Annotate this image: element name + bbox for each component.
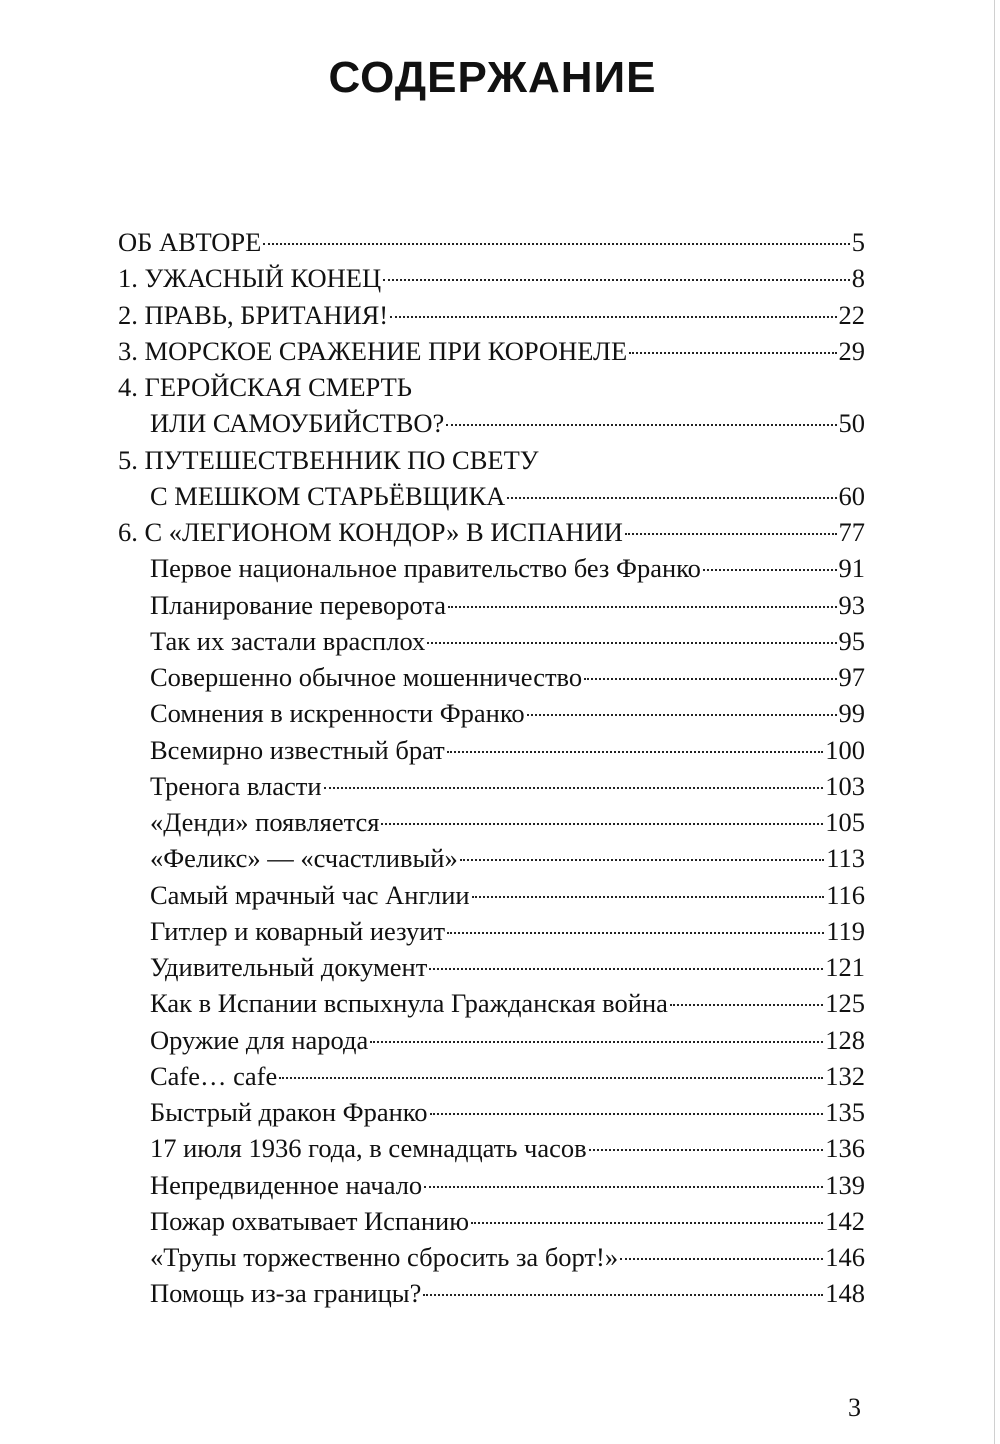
toc-subentry-page: 128	[825, 1024, 865, 1055]
toc-subentry-page: 125	[825, 988, 865, 1019]
toc-entry-page: 77	[838, 517, 865, 547]
toc-subentry-page: 121	[825, 952, 865, 982]
toc-subentry-title: «Трупы торжественно сбросить за борт!»	[150, 1242, 619, 1272]
toc-subentry-title: Гитлер и коварный иезуит	[150, 915, 446, 946]
toc-subentry-title: «Феликс» — «счастливый»	[150, 843, 458, 874]
toc-subentry-page: 113	[826, 843, 865, 874]
toc-subentry-page: 146	[825, 1242, 865, 1272]
toc-entry-title: ИЛИ САМОУБИЙСТВО?	[150, 408, 445, 439]
toc-subentry-title: Как в Испании вспыхнула Гражданская война	[150, 988, 668, 1019]
dot-leader	[430, 1111, 824, 1115]
toc-subentry	[118, 985, 865, 1021]
dot-leader	[448, 604, 836, 608]
toc-subentry-page: 135	[825, 1097, 865, 1127]
toc-subentry	[118, 587, 865, 623]
toc-subentry-page: 139	[825, 1169, 865, 1200]
toc-subentry-title: Так их застали врасплох	[150, 625, 426, 656]
dot-leader	[472, 894, 825, 898]
dot-leader	[446, 422, 836, 426]
toc-subentry	[118, 840, 865, 876]
toc-entry	[118, 405, 865, 441]
toc-subentry	[118, 1022, 865, 1058]
toc-subentry	[118, 732, 865, 768]
dot-leader	[527, 712, 837, 716]
toc-subentry-page: 148	[825, 1278, 865, 1309]
toc-subentry-title: Тренога власти	[150, 770, 322, 801]
dot-leader	[471, 1220, 823, 1224]
toc-subentry	[118, 1058, 865, 1094]
toc-subentry-page: 95	[838, 625, 865, 656]
toc-subentry	[118, 623, 865, 659]
toc-entry-title: 3. МОРСКОЕ СРАЖЕНИЕ ПРИ КОРОНЕЛЕ	[118, 335, 628, 366]
toc-subentry-title: «Денди» появляется	[150, 807, 380, 837]
toc-entry-title: С МЕШКОМ СТАРЬЁВЩИКА	[150, 480, 506, 511]
toc-subentry-title: Cafe… cafe	[150, 1060, 278, 1091]
dot-leader	[703, 567, 837, 571]
dot-leader	[447, 749, 824, 753]
table-of-contents	[118, 224, 865, 1312]
toc-entry-title: 1. УЖАСНЫЙ КОНЕЦ	[118, 263, 382, 294]
dot-leader	[383, 277, 850, 281]
toc-subentry-page: 132	[825, 1060, 865, 1091]
toc-subentry-title: Непредвиденное начало	[150, 1169, 423, 1200]
toc-subentry-title: Первое национальное правительство без Франко	[150, 553, 701, 584]
dot-leader	[381, 821, 823, 825]
toc-subentry	[118, 1167, 865, 1203]
toc-entry-title-line1: 5. ПУТЕШЕСТВЕННИК ПО СВЕТУ	[118, 444, 539, 475]
dot-leader	[620, 1256, 823, 1260]
page-title: СОДЕРЖАНИЕ	[328, 53, 657, 102]
toc-entry-title: ОБ АВТОРЕ	[118, 227, 262, 257]
page-number: 3	[848, 1393, 861, 1422]
toc-subentry-page: 103	[825, 770, 865, 801]
toc-subentry-title: Оружие для народа	[150, 1024, 369, 1055]
toc-subentry-page: 97	[838, 662, 865, 692]
toc-entry-page: 5	[851, 227, 865, 257]
dot-leader	[390, 314, 836, 318]
toc-entry-title: 2. ПРАВЬ, БРИТАНИЯ!	[118, 299, 389, 330]
toc-entry-title-line1: 4. ГЕРОЙСКАЯ СМЕРТЬ	[118, 372, 413, 402]
toc-entry	[118, 297, 865, 333]
toc-entry-first-line	[118, 442, 865, 478]
page-edge	[994, 0, 995, 1444]
dot-leader	[460, 857, 824, 861]
toc-subentry-title: Помощь из-за границы?	[150, 1278, 422, 1309]
dot-leader	[370, 1039, 823, 1043]
toc-entry	[118, 224, 865, 260]
toc-entry-page: 29	[838, 335, 865, 366]
toc-subentry	[118, 1094, 865, 1130]
toc-entry	[118, 478, 865, 514]
dot-leader	[424, 1184, 823, 1188]
toc-subentry	[118, 659, 865, 695]
dot-leader	[584, 676, 836, 680]
toc-subentry	[118, 550, 865, 586]
dot-leader	[263, 241, 849, 245]
dot-leader	[279, 1075, 823, 1079]
dot-leader	[429, 966, 823, 970]
toc-subentry-title: Всемирно известный брат	[150, 734, 445, 765]
toc-entry-title: 6. С «ЛЕГИОНОМ КОНДОР» В ИСПАНИИ	[118, 517, 623, 547]
toc-subentry	[118, 949, 865, 985]
toc-subentry	[118, 1239, 865, 1275]
dot-leader	[670, 1002, 823, 1006]
dot-leader	[589, 1147, 824, 1151]
toc-entry-page: 8	[851, 263, 865, 294]
toc-subentry-page: 93	[838, 589, 865, 620]
toc-subentry-page: 91	[838, 553, 865, 584]
toc-entry	[118, 333, 865, 369]
toc-subentry-title: Планирование переворота	[150, 589, 447, 620]
toc-subentry	[118, 1275, 865, 1311]
dot-leader	[427, 640, 836, 644]
toc-subentry	[118, 913, 865, 949]
dot-leader	[324, 785, 824, 789]
toc-entry-first-line	[118, 369, 865, 405]
toc-subentry-page: 105	[825, 807, 865, 837]
dot-leader	[629, 350, 836, 354]
toc-subentry-page: 100	[825, 734, 865, 765]
toc-subentry-page: 119	[826, 915, 865, 946]
toc-subentry-title: Совершенно обычное мошенничество	[150, 662, 583, 692]
dot-leader	[447, 930, 824, 934]
toc-entry	[118, 260, 865, 296]
toc-subentry	[118, 695, 865, 731]
toc-entry	[118, 514, 865, 550]
toc-subentry-title: 17 июля 1936 года, в семнадцать часов	[150, 1133, 587, 1164]
toc-subentry-title: Самый мрачный час Англии	[150, 879, 470, 910]
toc-subentry	[118, 768, 865, 804]
dot-leader	[625, 531, 837, 535]
toc-subentry-title: Быстрый дракон Франко	[150, 1097, 428, 1127]
toc-subentry-title: Удивительный документ	[150, 952, 428, 982]
toc-subentry-page: 136	[825, 1133, 865, 1164]
toc-entry-page: 50	[838, 408, 865, 439]
toc-subentry-page: 116	[826, 879, 865, 910]
toc-subentry-page: 142	[825, 1205, 865, 1236]
dot-leader	[507, 495, 836, 499]
toc-subentry-title: Пожар охватывает Испанию	[150, 1205, 470, 1236]
toc-subentry	[118, 1203, 865, 1239]
toc-subentry	[118, 1130, 865, 1166]
toc-entry-page: 22	[838, 299, 865, 330]
toc-entry-page: 60	[838, 480, 865, 511]
toc-subentry	[118, 877, 865, 913]
toc-subentry	[118, 804, 865, 840]
toc-subentry-page: 99	[838, 698, 865, 729]
dot-leader	[423, 1292, 823, 1296]
toc-subentry-title: Сомнения в искренности Франко	[150, 698, 525, 729]
